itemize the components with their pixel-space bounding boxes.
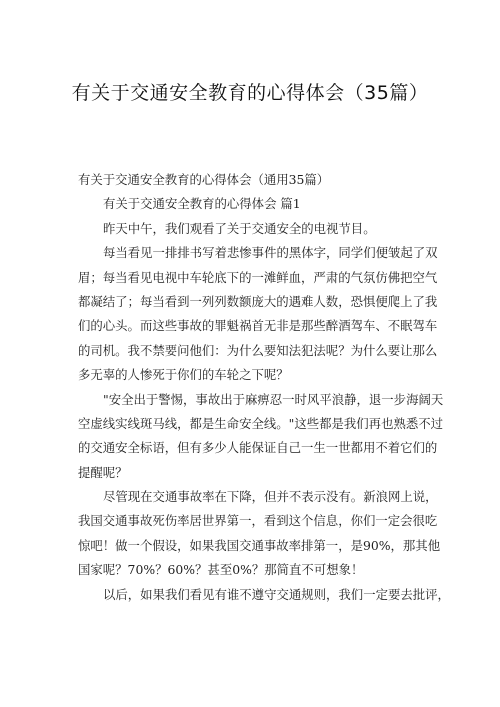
paragraph-line: 每当看见一排排书写着悲惨事件的黑体字，同学们便皱起了双 [103,245,438,261]
paragraph-line: 尽管现在交通事故率在下降，但并不表示没有。新浪网上说， [103,489,438,505]
document-title: 有关于交通安全教育的心得体会（35篇） [71,82,429,104]
paragraph-line: 的交通安全标语，但有多少人能保证自己一生一世都用不着它们的 [78,440,438,456]
paragraph-line: 昨天中午，我们观看了关于交通安全的电视节目。 [103,220,376,236]
paragraph-line: "安全出于警惕，事故出于麻痹忍一时风平浪静，退一步海阔天 [103,391,444,407]
subtitle-line: 有关于交通安全教育的心得体会（通用35篇） [78,172,330,187]
section-heading: 有关于交通安全教育的心得体会 篇1 [103,196,301,212]
paragraph-line: 空虚线实线斑马线，都是生命安全线。"这些都是我们再也熟悉不过 [78,415,444,431]
paragraph-line: 惊吧！做一个假设，如果我国交通事故率排第一，是90%，那其他 [78,537,441,553]
paragraph-line: 以后，如果我们看见有谁不遵守交通规则，我们一定要去批评， [103,586,450,602]
paragraph-line: 都凝结了；每当看到一列列数额庞大的遇难人数，恐惧便爬上了我 [78,293,438,309]
paragraph-line: 国家呢？70%？60%？甚至0%？那简直不可想象！ [78,562,364,578]
paragraph-line: 们的心头。而这些事故的罪魁祸首无非是那些醉酒驾车、不眠驾车 [78,318,438,334]
paragraph-line: 多无辜的人惨死于你们的车轮之下呢？ [78,367,289,383]
document-body [78,160,450,607]
paragraph-line: 眉；每当看见电视中车轮底下的一滩鲜血，严肃的气氛仿佛把空气 [78,269,438,285]
paragraph-line: 我国交通事故死伤率居世界第一，看到这个信息，你们一定会很吃 [78,513,438,529]
paragraph-line: 的司机。我不禁要问他们：为什么要知法犯法呢？为什么要让那么 [78,342,438,358]
paragraph-line: 提醒呢？ [78,464,128,480]
